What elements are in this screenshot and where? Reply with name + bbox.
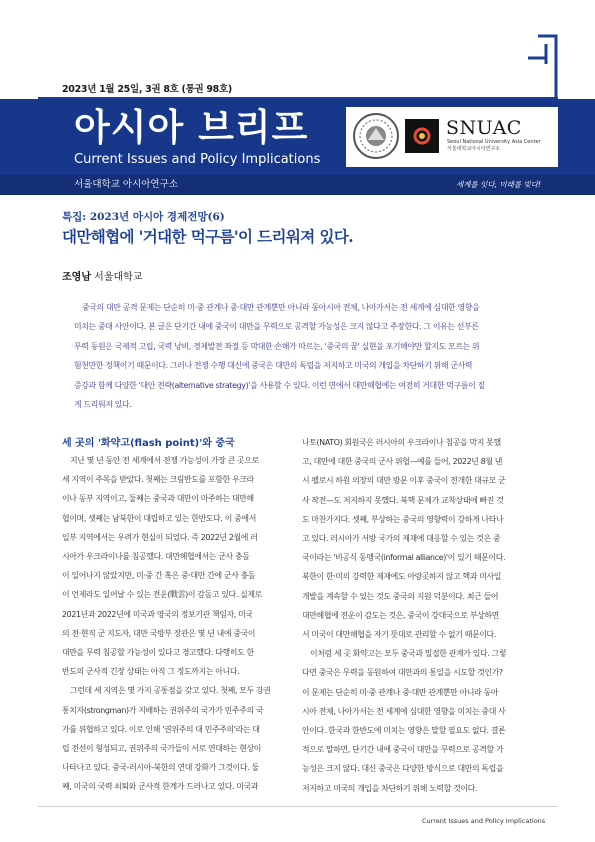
- issue-date: 2023년 1월 25일, 3권 8호 (통권 98호): [62, 84, 232, 95]
- author-affiliation: 서울대학교: [94, 272, 143, 283]
- section-heading: 세 곳의 '화약고(flash point)'와 중국: [62, 438, 235, 449]
- tagline: 세계를 잇다, 미래를 빚다!: [456, 180, 541, 189]
- university-seal-icon: [352, 112, 400, 160]
- text-line: 이 문제는 단순히 미·중 관계나 중·대만 관계뿐만 아니라 동아: [302, 687, 499, 697]
- text-line: 협이며, 셋째는 남북한이 대립하고 있는 한반도다. 이 중에서: [62, 513, 256, 523]
- text-line: 이 일어나지 않았지만, 미·중 간 혹은 중·대만 간에 군사 충돌: [62, 571, 256, 581]
- text-line: 그런데 세 지역은 몇 가지 공통점을 갖고 있다. 첫째, 모두 강권: [70, 686, 271, 696]
- logo-subtitle-en: Seoul National University Asia Center: [447, 139, 541, 145]
- text-line: 증강과 함께 다양한 '대안 전략(alternative strategy)'을 사용할 수 있다. 이런 면에서 대만해협에는 여전히 거대한 먹구름이 짙: [74, 380, 485, 390]
- text-line: 서 미국이 대만해협을 자기 뜻대로 관리할 수 없기 때문이다.: [302, 630, 496, 639]
- logo-name: SNUAC: [446, 117, 522, 139]
- text-line: 대만해협에 전운이 감도는 것은, 중국이 강대국으로 부상하면: [302, 610, 499, 620]
- text-line: 통치자(strongman)가 지배하는 권위주의 국가가 민주주의 국: [62, 705, 264, 715]
- logo-subtitle-ko: 서울대학교아시아연구소: [447, 146, 501, 152]
- publication-title: 아시아 브리프: [74, 106, 309, 149]
- text-line: 사 작전—도 저지하지 못했다. 북핵 문제가 교착상태에 빠진 것: [302, 495, 504, 505]
- text-line: 2021년과 2022년에 미국과 영국의 정보기관 책임자, 미국: [62, 609, 253, 619]
- text-line: 중국의 대만 공격 문제는 단순히 미·중 관계나 중·대만 관계뿐만 아니라 동아시아 전체, 나아가서는 전 세계에 심대한 영향을: [82, 303, 480, 312]
- text-line: 나토(NATO) 회원국은 러시아의 우크라이나 침공을 막지 못했: [302, 438, 501, 447]
- text-line: 세 지역이 주목을 받았다. 첫째는 크림반도를 포함한 우크라: [62, 475, 254, 485]
- decorative-bracket-icon: [500, 22, 570, 102]
- text-line: 북한이 한·미의 강력한 제재에도 아랑곳하지 않고 핵과 미사일: [302, 572, 502, 582]
- text-line: 국이라는 '비공식 동맹국(informal alliance)'이 있기 때문이다.: [302, 553, 506, 563]
- text-line: 대만을 무력 침공할 가능성이 있다고 경고했다. 다행히도 한: [62, 648, 254, 657]
- text-line: 미치는 중대 사안이다. 본 글은 단기간 내에 중국이 대만을 무력으로 공격할 가능성은 크지 않다고 주장한다. 그 이유는 선부른: [74, 322, 479, 332]
- article-title: 대만해협에 '거대한 먹구름'이 드리워져 있다.: [62, 227, 353, 246]
- institute-name: 서울대학교 아시아연구소: [74, 179, 178, 190]
- text-line: 의 전·현직 군 지도자, 대만 국방부 장관은 몇 년 내에 중국이: [62, 628, 256, 638]
- text-line: 째, 미국의 국력 쇠퇴와 군사적 한계가 드러나고 있다. 미국과: [62, 782, 259, 792]
- text-line: 이나 동부 지역이고, 둘째는 중국과 대만이 마주하는 대만해: [62, 494, 254, 504]
- text-line: 지난 몇 년 동안 전 세계에서 전쟁 가능성이 가장 큰 곳으로: [70, 456, 259, 465]
- text-line: 도 마찬가지다. 셋째, 부상하는 중국의 영향력이 강하게 나타나: [302, 514, 504, 524]
- series-label: 특집: 2023년 아시아 경제전망(6): [62, 211, 225, 223]
- text-line: 가를 위협하고 있다. 이로 인해 '권위주의 대 민주주의'라는 대: [62, 724, 260, 734]
- text-line: 게 드리워져 있다.: [74, 400, 132, 409]
- text-line: 일부 지역에서는 우려가 현실이 되었다. 즉 2022년 2월에 러: [62, 532, 258, 542]
- text-line: 시 펠로시 하원 의장의 대만 방문 이후 중국이 전개한 대규모 군: [302, 476, 506, 486]
- text-line: 다면 중국은 무력을 동원하여 대만과의 통일을 시도할 것인가?: [302, 668, 503, 678]
- text-line: 저지하고 미국의 개입을 차단하기 위해 노력할 것이다.: [302, 783, 478, 793]
- author-line: [62, 271, 142, 284]
- text-line: 적으로 말하면, 단기간 내에 중국이 대만을 무력으로 공격할 가: [302, 745, 504, 755]
- abstract: [74, 302, 536, 414]
- text-line: 립 전선이 형성되고, 권위주의 국가들이 서로 연대하는 현상이: [62, 744, 262, 753]
- text-line: 무력 동원은 국제적 고립, 국력 낭비, 경제발전 좌절 등 막대한 손해가 따르는, '중국의 꿈' 실현을 포기해야만 할지도 모르는 위: [74, 341, 480, 351]
- text-line: 시아 전체, 나아가서는 전 세계에 심대한 영향을 미치는 중대 사: [302, 706, 506, 716]
- text-line: 반도의 군사적 긴장 상태는 아직 그 정도까지는 아니다.: [62, 667, 240, 677]
- publication-subtitle: Current Issues and Policy Implications: [74, 152, 321, 167]
- snuac-emblem-icon: [405, 119, 439, 153]
- text-line: 시아가 우크라이나를 침공했다. 대만해협에서는 군사 충돌: [62, 552, 250, 561]
- text-line: 험천만한 정책이기 때문이다. 그러나 전쟁 수행 대신에 중국은 대만의 독립을 저지하고 미국의 개입을 차단하기 위해 군사력: [74, 361, 473, 371]
- footer-text: Current Issues and Policy Implications: [422, 817, 546, 825]
- text-line: 개발을 계속할 수 있는 것도 중국의 지원 덕분이다. 최근 들어: [302, 591, 499, 601]
- text-line: 이처럼 세 곳 화약고는 모두 중국과 밀접한 관계가 있다. 그렇: [310, 649, 507, 659]
- text-line: 이 언제라도 일어날 수 있는 전운(戰雲)이 감돌고 있다. 실제로: [62, 590, 262, 600]
- footer-rule: [38, 806, 558, 807]
- text-line: 안이다. 한국과 한반도에 미치는 영향은 말할 필요도 없다. 결론: [302, 726, 506, 735]
- text-line: 나타나고 있다. 중국-러시아-북한의 연대 강화가 그것이다. 둘: [62, 763, 259, 773]
- text-line: 고, 대만에 대한 중국의 군사 위협—예를 들어, 2022년 8월 낸: [302, 457, 503, 467]
- author-name: 조영남: [62, 272, 91, 283]
- text-line: 고 있다. 러시아가 서방 국가의 제재에 대응할 수 있는 것은 중: [302, 534, 501, 543]
- text-line: 능성은 크지 않다. 대신 중국은 다양한 방식으로 대만의 독립을: [302, 764, 504, 774]
